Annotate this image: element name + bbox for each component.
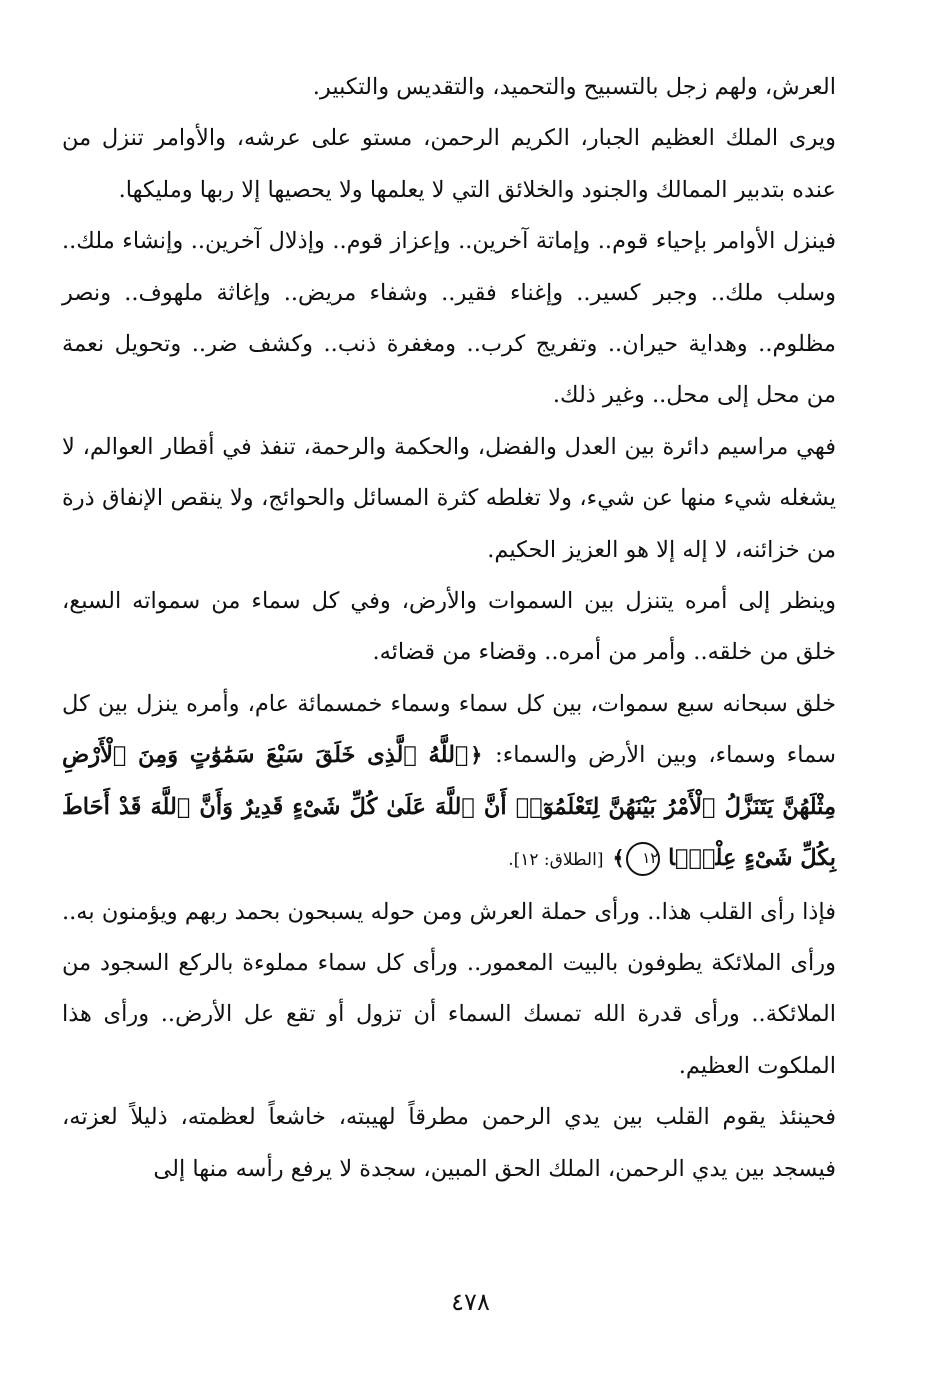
paragraph-3: فينزل الأوامر بإحياء قوم.. وإماتة آخرين.. وإعزاز قوم.. وإذلال آخرين.. وإنشاء ملك.. وسلب ملك.. وجبر كسير.. وإغناء فقير.. وشفاء مريض.. وإغاثة ملهوف.. ونصر مظلوم.. وهداية حيران.. وتفريج كرب.. ومغفرة ذنب.. وكشف ضر.. وتحويل نعمة من محل إلى محل.. وغير ذلك. (62, 228, 836, 409)
paragraph-1: العرش، ولهم زجل بالتسبيح والتحميد، والتقديس والتكبير. (312, 74, 836, 100)
page-body (62, 62, 836, 1195)
ayah-number-icon: ١٢ (626, 842, 660, 876)
paragraph-2: ويرى الملك العظيم الجبار، الكريم الرحمن، مستو على عرشه، والأوامر تنزل من عنده بتدبير الممالك والجنود والخلائق التي لا يعلمها ولا يحصيها إلا ربها ومليكها. (62, 125, 836, 203)
paragraph-7: فحينئذ يقوم القلب بين يدي الرحمن مطرقاً لهيبته، خاشعاً لعظمته، ذليلاً لعزته، فيسجد بين يدي الرحمن، الملك الحق المبين، سجدة لا يرفع رأسه منها إلى (62, 1104, 836, 1182)
page-number: ٤٧٨ (451, 1288, 490, 1316)
quran-intro: خلق سبحانه سبع سموات، بين كل سماء وسماء خمسمائة عام، وأمره ينزل بين كل سماء وسماء، وبين الأرض والسماء: (62, 690, 837, 769)
ornate-close-bracket-icon: ﴾ (612, 846, 625, 871)
paragraph-6: فإذا رأى القلب هذا.. ورأى حملة العرش ومن حوله يسبحون بحمد ربهم ويؤمنون به.. ورأى الملائكة يطوفون بالبيت المعمور.. ورأى كل سماء مملوءة بالركع السجود من الملائكة.. ورأى قدرة الله تمسك السماء أن تزول أو تقع عل الأرض.. ورأى هذا الملكوت العظيم. (62, 898, 836, 1079)
paragraph-4: فهي مراسيم دائرة بين العدل والفضل، والحكمة والرحمة، تنفذ في أقطار العوالم، لا يشغله شيء منها عن شيء، ولا تغلطه كثرة المسائل والحوائج، ولا ينقص الإنفاق ذرة من خزائنه، لا إله إلا هو العزيز الحكيم. (62, 433, 836, 563)
paragraph-5: وينظر إلى أمره يتنزل بين السموات والأرض، وفي كل سماء من سمواته السبع، خلق من خلقه.. وأمر من أمره.. وقضاء من قضائه. (62, 588, 836, 666)
ornate-open-bracket-icon: ﴿ (470, 743, 483, 768)
verse-citation: [الطلاق: ١٢]. (508, 850, 604, 871)
quran-text: ٱللَّهُ ٱلَّذِى خَلَقَ سَبْعَ سَمَٰوَٰتٍ وَمِنَ ٱلْأَرْضِ مِثْلَهُنَّ يَتَنَزَّلُ ٱلْأَمْرُ بَيْنَهُنَّ لِتَعْلَمُوٓا۟ أَنَّ ٱللَّهَ عَلَىٰ كُلِّ شَىْءٍ قَدِيرٌ وَأَنَّ ٱللَّهَ قَدْ أَحَاطَ بِكُلِّ شَىْءٍ عِلْمًۢا (62, 742, 836, 872)
quran-paragraph (62, 679, 836, 887)
